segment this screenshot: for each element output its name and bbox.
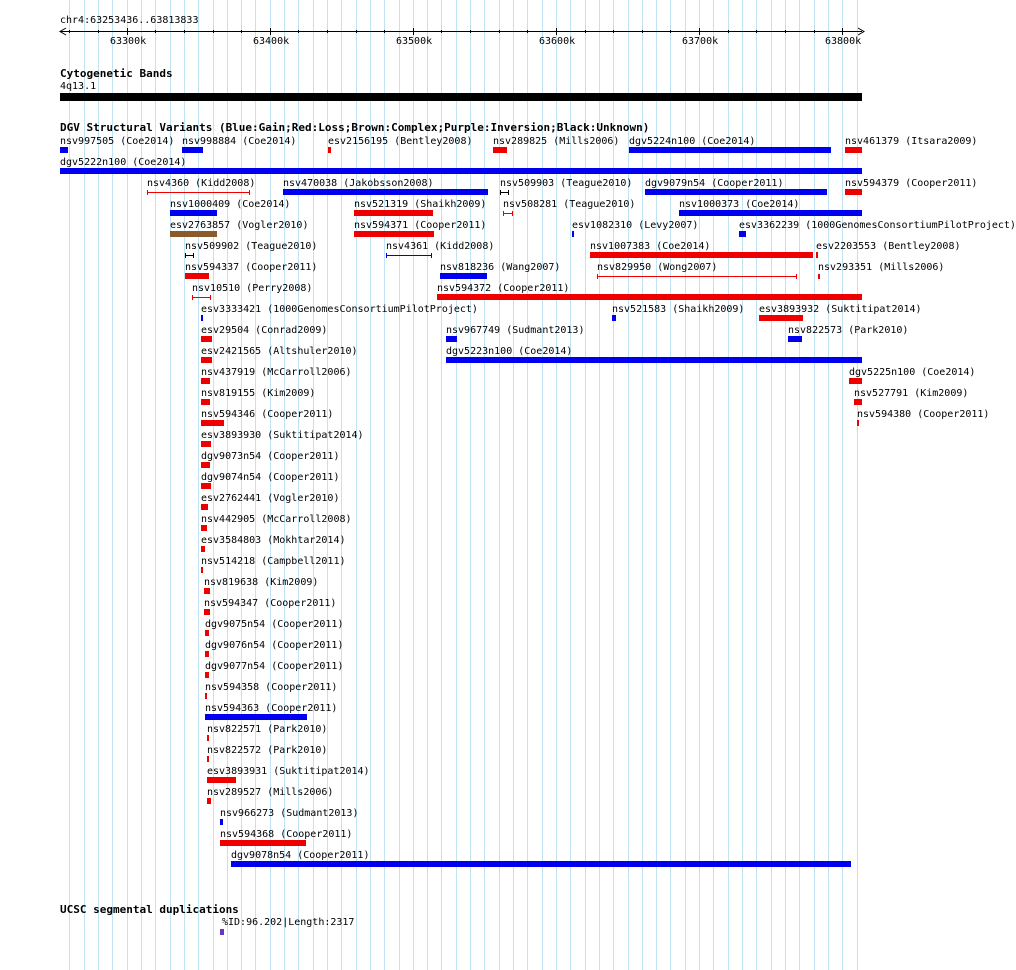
variant-bar[interactable] <box>201 315 203 321</box>
variant-label[interactable]: nsv509902 (Teague2010) <box>185 241 318 252</box>
variant-label[interactable]: nsv514218 (Campbell2011) <box>201 556 346 567</box>
variant-bar[interactable] <box>207 777 236 783</box>
variant-bar[interactable] <box>231 861 851 867</box>
variant-bar[interactable] <box>201 483 211 489</box>
variant-label[interactable]: nsv293351 (Mills2006) <box>818 262 945 273</box>
variant-bar[interactable] <box>170 210 217 216</box>
variant-span-cap <box>147 190 148 195</box>
variant-label[interactable]: nsv829950 (Wong2007) <box>597 262 718 273</box>
ruler-tick-label: 63600k <box>539 36 576 47</box>
variant-label[interactable]: nsv594358 (Cooper2011) <box>205 682 338 693</box>
variant-bar[interactable] <box>204 609 210 615</box>
grid-line <box>313 0 314 970</box>
variant-label[interactable]: esv2763857 (Vogler2010) <box>170 220 309 231</box>
variant-label[interactable]: nsv822572 (Park2010) <box>207 745 328 756</box>
cytoband-bar[interactable] <box>60 93 862 101</box>
variant-bar[interactable] <box>354 210 433 216</box>
variant-bar[interactable] <box>204 588 210 594</box>
ruler-minor-tick <box>69 30 70 33</box>
variant-bar[interactable] <box>739 231 746 237</box>
ruler-tick <box>699 28 700 35</box>
variant-bar[interactable] <box>201 420 224 426</box>
variant-label[interactable]: nsv594368 (Cooper2011) <box>220 829 353 840</box>
variant-bar[interactable] <box>201 546 205 552</box>
variant-bar[interactable] <box>182 147 203 153</box>
variant-label[interactable]: esv3893932 (Suktitipat2014) <box>759 304 922 315</box>
variant-bar[interactable] <box>201 441 211 447</box>
variant-bar[interactable] <box>849 378 862 384</box>
variant-bar[interactable] <box>759 315 803 321</box>
variant-bar[interactable] <box>845 147 862 153</box>
ruler-minor-tick <box>298 30 299 33</box>
variant-label[interactable]: nsv594347 (Cooper2011) <box>204 598 337 609</box>
variant-label[interactable]: esv1082310 (Levy2007) <box>572 220 699 231</box>
variant-bar[interactable] <box>220 840 306 846</box>
variant-bar[interactable] <box>854 399 862 405</box>
variant-bar[interactable] <box>328 147 331 153</box>
variant-bar[interactable] <box>207 798 211 804</box>
grid-line <box>484 0 485 970</box>
ruler-minor-tick <box>585 30 586 33</box>
variant-span-cap <box>503 211 504 216</box>
variant-label[interactable]: nsv509903 (Teague2010) <box>500 178 633 189</box>
variant-label[interactable]: nsv508281 (Teague2010) <box>503 199 636 210</box>
ruler-minor-tick <box>527 30 528 33</box>
variant-label[interactable]: dgv5222n100 (Coe2014) <box>60 157 187 168</box>
variant-span-cap <box>500 190 501 195</box>
variant-label[interactable]: dgv5225n100 (Coe2014) <box>849 367 976 378</box>
variant-bar[interactable] <box>645 189 827 195</box>
variant-label[interactable]: dgv5224n100 (Coe2014) <box>629 136 756 147</box>
grid-line <box>828 0 829 970</box>
region-label: chr4:63253436..63813833 <box>60 15 199 26</box>
ruler-minor-tick <box>327 30 328 33</box>
variant-label[interactable]: esv2762441 (Vogler2010) <box>201 493 340 504</box>
variant-bar[interactable] <box>493 147 507 153</box>
variant-bar[interactable] <box>205 651 209 657</box>
variant-span-line[interactable] <box>597 276 797 277</box>
variant-bar[interactable] <box>816 252 818 258</box>
variant-label[interactable]: nsv594372 (Cooper2011) <box>437 283 570 294</box>
segdup-title: UCSC segmental duplications <box>60 903 239 916</box>
grid-line <box>799 0 800 970</box>
variant-span-cap <box>249 190 250 195</box>
variant-span-cap <box>508 190 509 195</box>
variant-label[interactable]: nsv819638 (Kim2009) <box>204 577 319 588</box>
variant-label[interactable]: dgv9078n54 (Cooper2011) <box>231 850 370 861</box>
variant-label[interactable]: nsv442905 (McCarroll2008) <box>201 514 352 525</box>
variant-bar[interactable] <box>440 273 487 279</box>
variant-bar[interactable] <box>205 630 209 636</box>
ruler-tick <box>413 28 414 35</box>
variant-bar[interactable] <box>629 147 831 153</box>
ruler-tick <box>842 28 843 35</box>
variant-label[interactable]: nsv966273 (Sudmant2013) <box>220 808 359 819</box>
variant-bar[interactable] <box>201 462 210 468</box>
variant-bar[interactable] <box>354 231 434 237</box>
variant-bar[interactable] <box>679 210 862 216</box>
variant-span-cap <box>512 211 513 216</box>
ruler-tick-label: 63400k <box>253 36 290 47</box>
variant-label[interactable]: nsv822573 (Park2010) <box>788 325 909 336</box>
variant-bar[interactable] <box>572 231 574 237</box>
variant-span-cap <box>192 295 193 300</box>
variant-label[interactable]: nsv1000373 (Coe2014) <box>679 199 800 210</box>
variant-label[interactable]: esv3584803 (Mokhtar2014) <box>201 535 346 546</box>
variant-label[interactable]: nsv594346 (Cooper2011) <box>201 409 334 420</box>
ruler-minor-tick <box>241 30 242 33</box>
segdup-bar[interactable] <box>220 929 224 935</box>
variant-bar[interactable] <box>207 756 209 762</box>
variant-label[interactable]: esv2203553 (Bentley2008) <box>816 241 961 252</box>
variant-label[interactable]: nsv10510 (Perry2008) <box>192 283 313 294</box>
ruler-minor-tick <box>213 30 214 33</box>
variant-label[interactable]: nsv527791 (Kim2009) <box>854 388 969 399</box>
dgv-title: DGV Structural Variants (Blue:Gain;Red:Loss;Brown:Complex;Purple:Inversion;Black:Unknown) <box>60 121 650 134</box>
variant-span-cap <box>386 253 387 258</box>
variant-bar[interactable] <box>446 357 862 363</box>
ruler-minor-tick <box>613 30 614 33</box>
variant-span-cap <box>431 253 432 258</box>
variant-bar[interactable] <box>845 189 862 195</box>
variant-label[interactable]: nsv594380 (Cooper2011) <box>857 409 990 420</box>
variant-label[interactable]: nsv967749 (Sudmant2013) <box>446 325 585 336</box>
variant-bar[interactable] <box>857 420 859 426</box>
variant-bar[interactable] <box>201 399 210 405</box>
variant-label[interactable]: nsv4360 (Kidd2008) <box>147 178 256 189</box>
ruler-minor-tick <box>728 30 729 33</box>
variant-label[interactable]: nsv470038 (Jakobsson2008) <box>283 178 434 189</box>
variant-label[interactable]: nsv594363 (Cooper2011) <box>205 703 338 714</box>
ruler-minor-tick <box>814 30 815 33</box>
variant-label[interactable]: nsv1000409 (Coe2014) <box>170 199 291 210</box>
variant-label[interactable]: esv2156195 (Bentley2008) <box>328 136 473 147</box>
variant-label[interactable]: nsv594337 (Cooper2011) <box>185 262 318 273</box>
grid-line <box>814 0 815 970</box>
variant-label[interactable]: nsv1007383 (Coe2014) <box>590 241 711 252</box>
cytobands-title: Cytogenetic Bands <box>60 67 173 80</box>
variant-bar[interactable] <box>170 231 217 237</box>
grid-line <box>756 0 757 970</box>
variant-label[interactable]: nsv998884 (Coe2014) <box>182 136 297 147</box>
variant-label[interactable]: nsv437919 (McCarroll2006) <box>201 367 352 378</box>
variant-bar[interactable] <box>207 735 209 741</box>
variant-label[interactable]: dgv9076n54 (Cooper2011) <box>205 640 344 651</box>
variant-label[interactable]: dgv9075n54 (Cooper2011) <box>205 619 344 630</box>
ruler-minor-tick <box>470 30 471 33</box>
ruler-minor-tick <box>441 30 442 33</box>
variant-span-cap <box>193 253 194 258</box>
variant-span-cap <box>597 274 598 279</box>
variant-label[interactable]: dgv9074n54 (Cooper2011) <box>201 472 340 483</box>
ruler-tick-label: 63500k <box>396 36 433 47</box>
ruler-tick-label: 63800k <box>825 36 862 47</box>
variant-label[interactable]: esv29504 (Conrad2009) <box>201 325 328 336</box>
grid-line <box>771 0 772 970</box>
variant-bar[interactable] <box>185 273 209 279</box>
variant-label[interactable]: dgv9079n54 (Cooper2011) <box>645 178 784 189</box>
variant-label[interactable]: esv3893931 (Suktitipat2014) <box>207 766 370 777</box>
variant-label[interactable]: nsv997505 (Coe2014) <box>60 136 175 147</box>
variant-span-cap <box>210 295 211 300</box>
variant-label[interactable]: dgv9073n54 (Cooper2011) <box>201 451 340 462</box>
ruler-tick <box>556 28 557 35</box>
ruler-tick-label: 63700k <box>682 36 719 47</box>
variant-bar[interactable] <box>60 147 68 153</box>
variant-bar[interactable] <box>205 714 307 720</box>
variant-label[interactable]: nsv819155 (Kim2009) <box>201 388 316 399</box>
variant-bar[interactable] <box>446 336 457 342</box>
ruler-minor-tick <box>155 30 156 33</box>
variant-span-cap <box>185 253 186 258</box>
ruler-minor-tick <box>384 30 385 33</box>
ruler-minor-tick <box>356 30 357 33</box>
segdup-label[interactable]: %ID:96.202|Length:2317 <box>222 917 355 928</box>
variant-label[interactable]: nsv822571 (Park2010) <box>207 724 328 735</box>
variant-bar[interactable] <box>590 252 813 258</box>
variant-label[interactable]: nsv521583 (Shaikh2009) <box>612 304 745 315</box>
variant-label[interactable]: nsv521319 (Shaikh2009) <box>354 199 487 210</box>
variant-span-line[interactable] <box>147 192 250 193</box>
variant-bar[interactable] <box>201 567 203 573</box>
variant-bar[interactable] <box>201 357 212 363</box>
variant-span-line[interactable] <box>192 297 211 298</box>
variant-label[interactable]: nsv594371 (Cooper2011) <box>354 220 487 231</box>
variant-bar[interactable] <box>201 336 212 342</box>
variant-bar[interactable] <box>205 672 209 678</box>
ruler-minor-tick <box>184 30 185 33</box>
variant-label[interactable]: nsv289825 (Mills2006) <box>493 136 620 147</box>
variant-label[interactable]: nsv594379 (Cooper2011) <box>845 178 978 189</box>
variant-span-cap <box>819 274 820 279</box>
ruler-minor-tick <box>756 30 757 33</box>
grid-line <box>842 0 843 970</box>
variant-label[interactable]: dgv5223n100 (Coe2014) <box>446 346 573 357</box>
variant-bar[interactable] <box>60 168 862 174</box>
ruler-minor-tick <box>670 30 671 33</box>
variant-label[interactable]: esv2421565 (Altshuler2010) <box>201 346 358 357</box>
ruler-tick <box>270 28 271 35</box>
ruler-tick <box>127 28 128 35</box>
variant-label[interactable]: nsv289527 (Mills2006) <box>207 787 334 798</box>
variant-bar[interactable] <box>205 693 207 699</box>
variant-span-cap <box>796 274 797 279</box>
ruler-minor-tick <box>499 30 500 33</box>
variant-bar[interactable] <box>220 819 223 825</box>
variant-label[interactable]: esv3893930 (Suktitipat2014) <box>201 430 364 441</box>
variant-label[interactable]: dgv9077n54 (Cooper2011) <box>205 661 344 672</box>
cytoband-label[interactable]: 4q13.1 <box>60 81 97 92</box>
variant-bar[interactable] <box>283 189 488 195</box>
grid-line <box>785 0 786 970</box>
ruler-minor-tick <box>98 30 99 33</box>
variant-bar[interactable] <box>788 336 802 342</box>
variant-label[interactable]: nsv461379 (Itsara2009) <box>845 136 978 147</box>
ruler-tick-label: 63300k <box>110 36 147 47</box>
variant-bar[interactable] <box>437 294 862 300</box>
ruler-minor-tick <box>642 30 643 33</box>
variant-bar[interactable] <box>201 504 208 510</box>
grid-line <box>298 0 299 970</box>
ruler-minor-tick <box>785 30 786 33</box>
variant-label[interactable]: nsv818236 (Wang2007) <box>440 262 561 273</box>
variant-bar[interactable] <box>201 378 210 384</box>
variant-span-line[interactable] <box>386 255 432 256</box>
variant-bar[interactable] <box>612 315 616 321</box>
variant-label[interactable]: esv3362239 (1000GenomesConsortiumPilotProject) <box>739 220 1016 231</box>
ruler-arrows <box>58 27 866 36</box>
variant-bar[interactable] <box>201 525 207 531</box>
variant-label[interactable]: esv3333421 (1000GenomesConsortiumPilotProject) <box>201 304 478 315</box>
variant-label[interactable]: nsv4361 (Kidd2008) <box>386 241 495 252</box>
